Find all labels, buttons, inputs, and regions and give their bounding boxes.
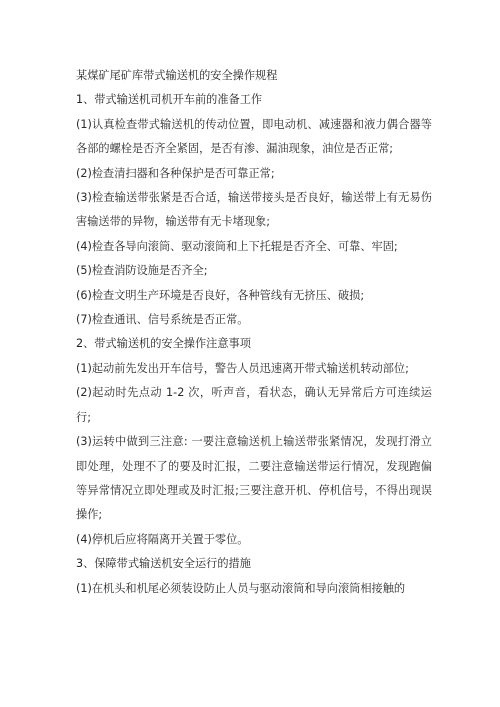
paragraph: (6)检查文明生产环境是否良好，各种管线有无挤压、破损;	[76, 288, 365, 302]
paragraph: (1)在机头和机尾必须装设防止人员与驱动滚筒和导向滚筒相接触的	[76, 581, 406, 595]
section-heading-3: 3、保障带式输送机安全运行的措施	[76, 557, 251, 571]
document-body	[76, 64, 432, 601]
section-heading-2: 2、带式输送机的安全操作注意事项	[76, 337, 251, 351]
paragraph: (3)检查输送带张紧是否合适，输送带接头是否良好，输送带上有无易伤害输送带的异物，输送带有无卡堵现象;	[76, 191, 432, 229]
paragraph: (3)运转中做到三注意: 一要注意输送机上输送带张紧情况，发现打滑立即处理，处理不了的要及时汇报，二要注意输送带运行情况，发现跑偏等异常情况立即处理或及时汇报;三要注意开机、停机信号，不得出现误操作;	[76, 435, 432, 522]
paragraph: (2)起动时先点动 1-2 次，听声音，看状态，确认无异常后方可连续运行;	[76, 386, 432, 424]
paragraph: (1)起动前先发出开车信号，警告人员迅速离开带式输送机转动部位;	[76, 361, 409, 375]
paragraph: (7)检查通讯、信号系统是否正常。	[76, 313, 249, 327]
paragraph: (5)检查消防设施是否齐全;	[76, 264, 208, 278]
paragraph: (2)检查清扫器和各种保护是否可靠正常;	[76, 166, 275, 180]
paragraph: (1)认真检查带式输送机的传动位置，即电动机、减速器和液力偶合器等各部的螺栓是否齐全紧固，是否有渗、漏油现象，油位是否正常;	[76, 117, 432, 156]
paragraph: (4)检查各导向滚筒、驱动滚筒和上下托辊是否齐全、可靠、牢固;	[76, 239, 398, 253]
document-title: 某煤矿尾矿库带式输送机的安全操作规程	[76, 69, 278, 82]
section-heading-1: 1、带式输送机司机开车前的准备工作	[76, 93, 263, 107]
paragraph: (4)停机后应将隔离开关置于零位。	[76, 532, 249, 546]
